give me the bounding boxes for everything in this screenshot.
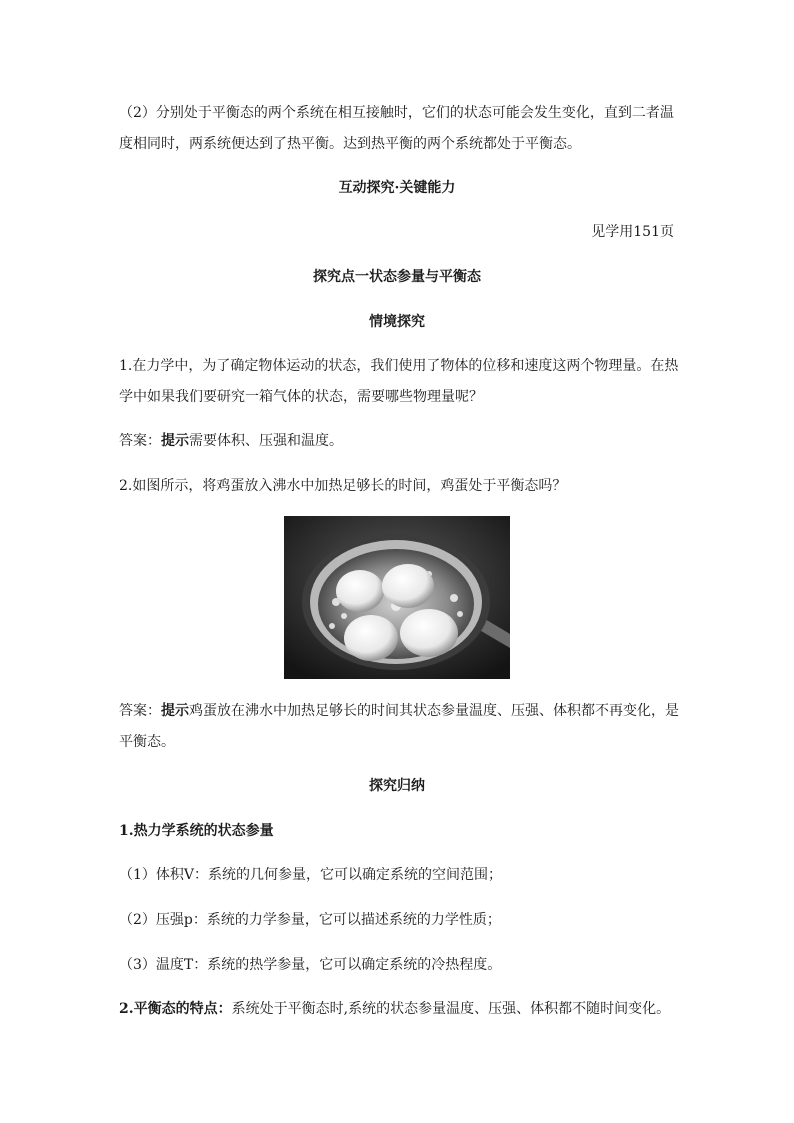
question-1-line: 1.在力学中，为了确定物体运动的状态，我们使用了物体的位移和速度这两个物理量。在热	[119, 358, 679, 374]
scenario-title: 情境探究	[369, 314, 425, 330]
point-1-item: （3）温度T：系统的热学参量，它可以确定系统的冷热程度。	[119, 957, 502, 973]
answer-text: 需要体积、压强和温度。	[189, 433, 343, 449]
point-1-title: 1.热力学系统的状态参量	[119, 823, 274, 839]
point-1-item: （1）体积V：系统的几何参量，它可以确定系统的空间范围；	[119, 867, 503, 883]
paragraph-line: （2）分别处于平衡态的两个系统在相互接触时，它们的状态可能会发生变化，直到二者温	[119, 105, 674, 121]
answer-label: 答案：	[119, 433, 161, 449]
topic-title: 探究点一状态参量与平衡态	[313, 269, 481, 285]
question-1-line: 学中如果我们要研究一箱气体的状态，需要哪些物理量呢？	[119, 389, 483, 405]
answer-2-line: 平衡态。	[119, 734, 175, 750]
page-reference: 见学用151页	[591, 224, 674, 240]
point-2-text: 系统处于平衡态时,系统的状态参量温度、压强、体积都不随时间变化。	[231, 1001, 671, 1017]
summary-title: 探究归纳	[369, 778, 425, 794]
paragraph-line: 度相同时，两系统便达到了热平衡。达到热平衡的两个系统都处于平衡态。	[119, 136, 581, 152]
section-title: 互动探究·关键能力	[338, 180, 456, 196]
point-1-item: （2）压强p：系统的力学参量，它可以描述系统的力学性质；	[119, 912, 501, 928]
point-2	[119, 999, 670, 1019]
answer-label: 答案：	[119, 703, 161, 719]
answer-2-line	[119, 701, 679, 721]
point-2-title: 2.平衡态的特点：	[119, 1001, 232, 1017]
hint-label: 提示	[161, 703, 189, 719]
eggs-in-boiling-pot-photo	[284, 516, 510, 679]
answer-text: 鸡蛋放在沸水中加热足够长的时间其状态参量温度、压强、体积都不再变化，是	[189, 703, 679, 719]
answer-1	[119, 431, 343, 451]
question-2: 2.如图所示，将鸡蛋放入沸水中加热足够长的时间，鸡蛋处于平衡态吗？	[119, 478, 567, 494]
hint-label: 提示	[161, 433, 189, 449]
